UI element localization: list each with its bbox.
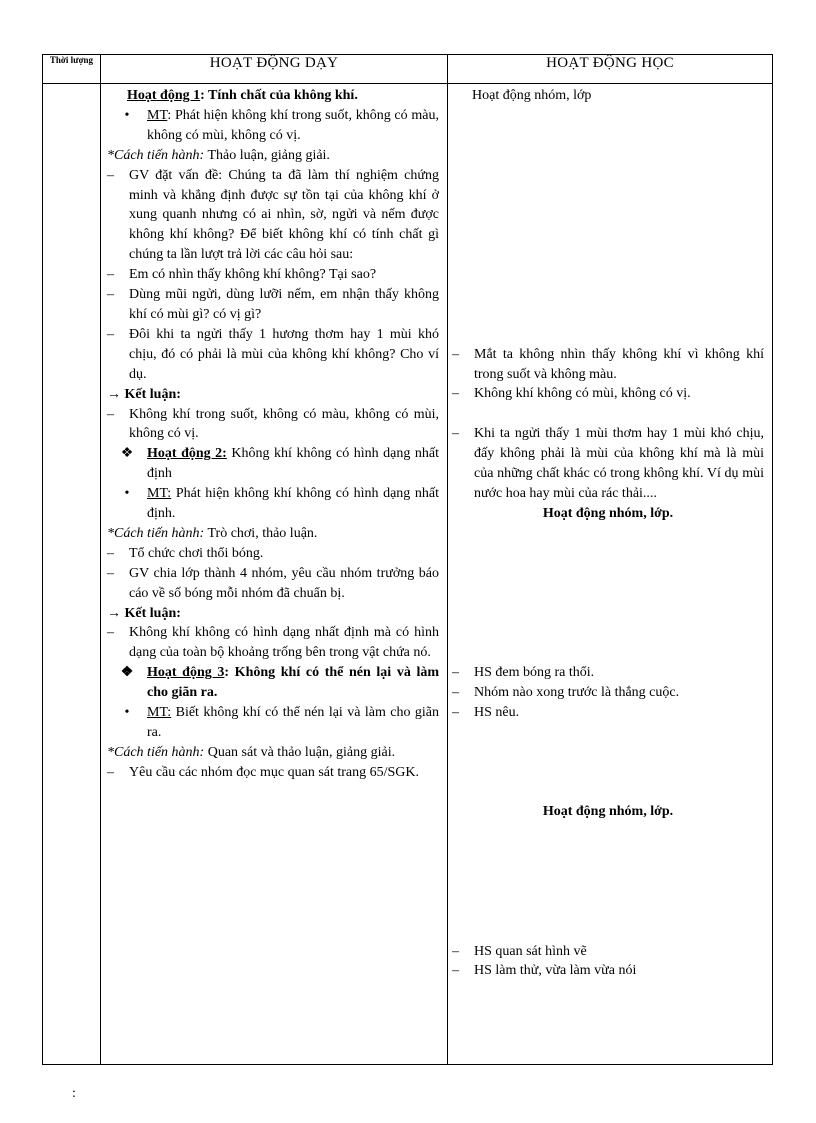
teach-item: – Tổ chức chơi thổi bóng. [107, 545, 264, 561]
footer-mark: : [72, 1086, 76, 1101]
activity-2-conclusion-label: → Kết luận: [107, 605, 181, 621]
time-column-header: Thời lượng [43, 55, 101, 84]
learning-column-header: HOẠT ĐỘNG HỌC [448, 55, 773, 84]
activity-2-method: *Cách tiến hành: Trò chơi, thảo luận. [107, 525, 318, 541]
teach-item: – GV đặt vấn đề: Chúng ta đã làm thí nghiệm chứng minh và khẳng định được sự tồn tại của không khí ở xung quanh nhưng có ai nhìn, sờ, ngửi và nếm được không khí không? Để biết không khí có tính chất gì chúng ta lần lượt trả lời các câu hỏi sau: [107, 167, 439, 263]
learn-item: Hoạt động nhóm, lớp [472, 88, 592, 103]
activity-1-objective: • MT: Phát hiện không khí trong suốt, không có màu, không có mùi, không có vị. [124, 107, 439, 143]
teaching-cell [101, 84, 448, 1065]
table-header-row [43, 55, 773, 84]
activity-3-method: *Cách tiến hành: Quan sát và thảo luận, giảng giải. [107, 744, 396, 760]
learn-item: – Khi ta ngửi thấy 1 mùi thơm hay 1 mùi khó chịu, đấy không phải là mùi của không khí mà là mùi của những chất khác có trong không khí. Ví dụ mùi nước hoa hay mùi của rác thải.... [452, 426, 764, 501]
activity-1-conclusion-label: → Kết luận: [107, 386, 181, 402]
teach-item: – Không khí trong suốt, không có màu, không có mùi, không có vị. [107, 406, 439, 442]
learn-item: – HS làm thử, vừa làm vừa nói [452, 963, 637, 979]
teach-item: – Đôi khi ta ngửi thấy 1 hương thơm hay 1 mùi khó chịu, đó có phải là mùi của không khí không? Cho ví dụ. [107, 326, 439, 382]
learn-heading: Hoạt động nhóm, lớp. [542, 804, 674, 820]
learn-item: – Mắt ta không nhìn thấy không khí vì không khí trong suốt và không màu. [452, 346, 764, 382]
time-cell [43, 84, 101, 1065]
lesson-plan-table [42, 54, 773, 1065]
learning-content [448, 84, 772, 981]
activity-3-title: ❖ Hoạt động 3: Không khí có thể nén lại và làm cho giãn ra. [120, 665, 439, 701]
activity-1-method: *Cách tiến hành: Thảo luận, giảng giải. [107, 147, 330, 163]
learn-item: – Không khí không có mùi, không có vị. [452, 386, 691, 402]
learn-heading: Hoạt động nhóm, lớp. [542, 505, 674, 521]
activity-2-objective: • MT: Phát hiện không khí không có hình dạng nhất định. [124, 486, 439, 522]
activity-3-objective: • MT: Biết không khí có thể nén lại và làm cho giãn ra. [124, 705, 439, 740]
table-body-row [43, 84, 773, 1065]
teaching-column-header: HOẠT ĐỘNG DẠY [101, 55, 448, 84]
learn-item: – HS đem bóng ra thổi. [452, 664, 595, 680]
learn-item: – HS quan sát hình vẽ [452, 943, 587, 959]
teach-item: – Em có nhìn thấy không khí không? Tại sao? [107, 267, 377, 283]
activity-1-title: Hoạt động 1: Tính chất của không khí. [127, 88, 358, 103]
teach-item: – Yêu cầu các nhóm đọc mục quan sát trang 65/SGK. [107, 764, 420, 780]
teaching-content [101, 84, 447, 783]
teach-item: – GV chia lớp thành 4 nhóm, yêu cầu nhóm trưởng báo cáo về số bóng mỗi nhóm đã chuẩn bị. [107, 565, 439, 601]
teach-item: – Không khí không có hình dạng nhất định mà có hình dạng của toàn bộ khoảng trống bên trong vật chứa nó. [107, 625, 439, 661]
teach-item: – Dùng mũi ngửi, dùng lưỡi nếm, em nhận thấy không khí có mùi gì? có vị gì? [107, 287, 439, 322]
activity-2-title: ❖ Hoạt động 2: Không khí không có hình dạng nhất định [120, 446, 439, 482]
learning-cell [448, 84, 773, 1065]
learn-item: – Nhóm nào xong trước là thắng cuộc. [452, 684, 680, 700]
learn-item: – HS nêu. [452, 704, 520, 720]
